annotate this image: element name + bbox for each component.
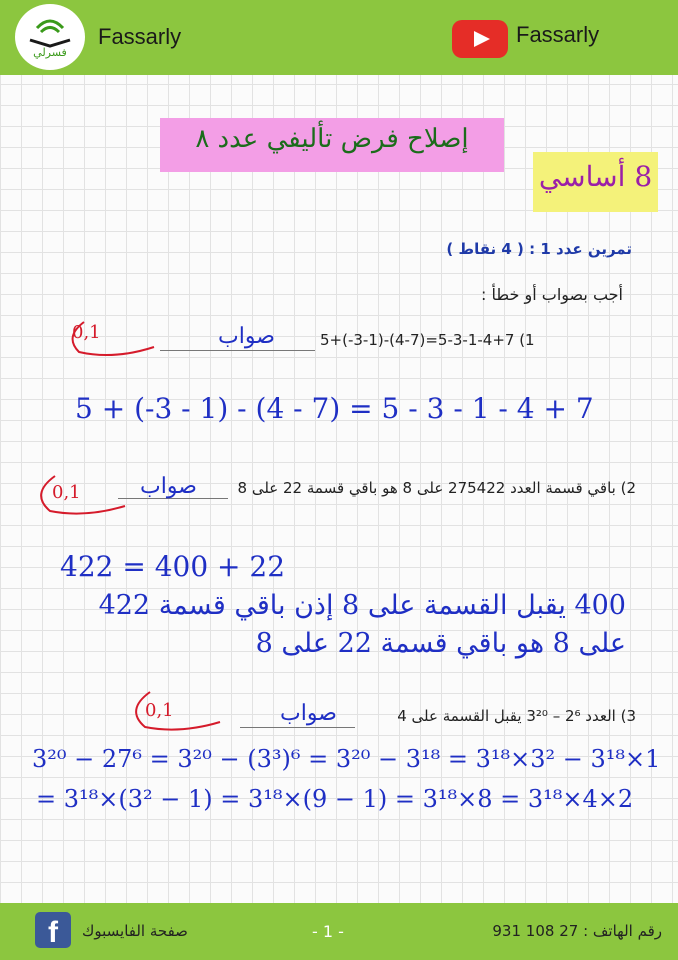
answer-1: صواب xyxy=(218,324,275,349)
grade-2: 0,1 xyxy=(52,482,81,503)
logo-text: فسرلي xyxy=(33,46,67,59)
instruction: أجب بصواب أو خطأ : xyxy=(481,285,623,304)
work-1: 5 + (-3 - 1) - (4 - 7) = 5 - 3 - 1 - 4 + 7 xyxy=(75,392,594,425)
grade-circle-2 xyxy=(30,466,130,521)
brand-left: Fassarly xyxy=(98,24,182,49)
answer-2: صواب xyxy=(140,474,197,499)
grade-3: 0,1 xyxy=(145,700,174,721)
answer-line-1 xyxy=(160,350,315,351)
question-3: 3) العدد 2⁶ – 3²⁰ يقبل القسمة على 4 xyxy=(397,707,636,725)
question-2: 2) باقي قسمة العدد 275422 على 8 هو باقي قسمة 22 على 8 xyxy=(237,479,636,497)
fassarly-logo[interactable] xyxy=(15,4,85,70)
work-3-line-1: 3²⁰ − 27⁶ = 3²⁰ − (3³)⁶ = 3²⁰ − 3¹⁸ = 3¹⁸×3² − 3¹⁸×1 xyxy=(32,745,661,773)
work-3-line-2: = 3¹⁸×(3² − 1) = 3¹⁸×(9 − 1) = 3¹⁸×8 = 3¹⁸×4×2 xyxy=(36,785,634,813)
work-2-line-3: على 8 هو باقي قسمة 22 على 8 xyxy=(255,628,626,659)
brand-right: Fassarly xyxy=(516,22,600,47)
level-label: 8 أساسي xyxy=(538,160,653,193)
grade-1: 0,1 xyxy=(72,322,101,343)
youtube-icon[interactable] xyxy=(452,20,508,58)
question-1: 5+(-3-1)-(4-7)=5-3-1-4+7 (1 xyxy=(320,331,535,349)
grade-circle-3 xyxy=(125,682,225,737)
phone-number: رقم الهاتف : 27 108 931 xyxy=(492,922,662,940)
work-2-line-1: 422 = 400 + 22 xyxy=(60,550,286,583)
answer-3: صواب xyxy=(280,701,337,726)
page-title: إصلاح فرض تأليفي عدد ٨ xyxy=(195,124,469,154)
facebook-page-label[interactable]: صفحة الفايسبوك xyxy=(82,922,188,940)
exercise-title: تمرين عدد 1 : ( 4 نقاط ) xyxy=(446,240,632,258)
page-number: - 1 - xyxy=(312,922,344,941)
grade-circle-1 xyxy=(64,312,164,362)
facebook-icon[interactable]: f xyxy=(35,912,71,948)
answer-line-3 xyxy=(240,727,355,728)
work-2-line-2: 400 يقبل القسمة على 8 إذن باقي قسمة 422 xyxy=(98,590,626,621)
